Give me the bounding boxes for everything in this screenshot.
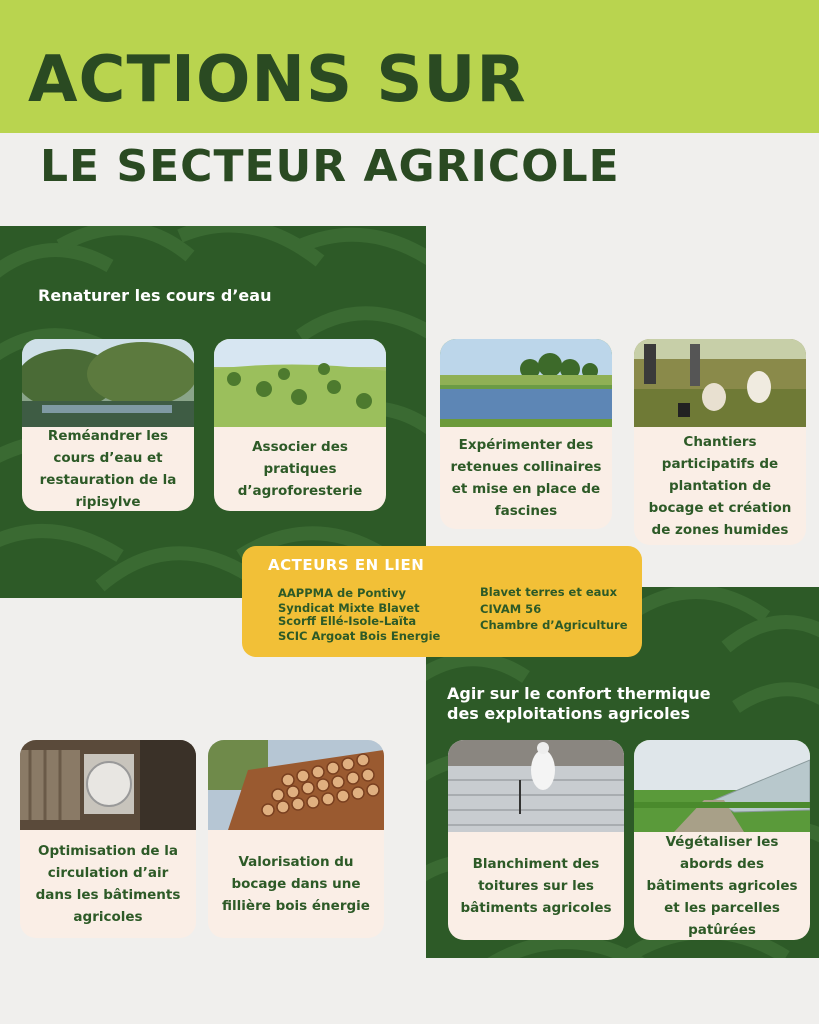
orchard-photo	[214, 339, 386, 427]
caption: Expérimenter des retenues collinaires et mise en place de fascines	[450, 437, 602, 519]
caption: Blanchiment des toitures sur les bâtiments agricoles	[460, 856, 612, 916]
caption: Chantiers participatifs de plantation de bocage et création de zones humides	[648, 434, 792, 538]
river-photo	[22, 339, 194, 427]
greenhouse-photo	[634, 740, 810, 832]
acteurs-box	[242, 546, 642, 657]
caption: Associer des pratiques d’agroforesterie	[237, 439, 363, 499]
pond-photo	[440, 339, 612, 427]
card-circulation	[20, 740, 196, 938]
caption: Optimisation de la circulation d’air dans les bâtiments agricoles	[35, 843, 181, 925]
card-blanchiment	[448, 740, 624, 940]
card-remeandrer	[22, 339, 194, 511]
planting-photo	[634, 339, 806, 427]
caption: Reméandrer les cours d’eau et restauration de la ripisylve	[39, 428, 177, 510]
page-title-line1: ACTIONS SUR	[28, 43, 527, 117]
acteur-item: AAPPMA de Pontivy	[278, 586, 406, 600]
thermal-title-line1: Agir sur le confort thermique	[447, 684, 711, 703]
roof-photo	[448, 740, 624, 832]
caption: Végétaliser les abords des bâtiments agricoles et les parcelles patûrées	[646, 834, 798, 938]
card-vegetaliser	[634, 740, 810, 940]
acteurs-title: ACTEURS EN LIEN	[268, 556, 425, 574]
card-chantiers	[634, 339, 806, 545]
acteur-item: Syndicat Mixte Blavet	[278, 601, 420, 615]
card-retenues	[440, 339, 612, 529]
rivers-title: Renaturer les cours d’eau	[38, 286, 272, 305]
barn-fan-photo	[20, 740, 196, 830]
acteur-item: Chambre d’Agriculture	[480, 618, 628, 632]
acteur-item: CIVAM 56	[480, 601, 542, 616]
card-agroforesterie	[214, 339, 386, 511]
card-bocage	[208, 740, 384, 938]
acteur-item: SCIC Argoat Bois Energie	[278, 628, 441, 643]
thermal-title-line2: des exploitations agricoles	[447, 704, 690, 723]
acteur-item: Blavet terres et eaux	[480, 585, 618, 599]
acteurs-left	[278, 587, 440, 645]
acteur-item: Scorff Ellé-Isole-Laïta	[278, 613, 417, 628]
caption: Valorisation du bocage dans une fillière bois énergie	[222, 854, 370, 914]
woodpile-photo	[208, 740, 384, 830]
page-title-line2: LE SECTEUR AGRICOLE	[40, 141, 620, 192]
acteurs-right	[480, 586, 628, 634]
